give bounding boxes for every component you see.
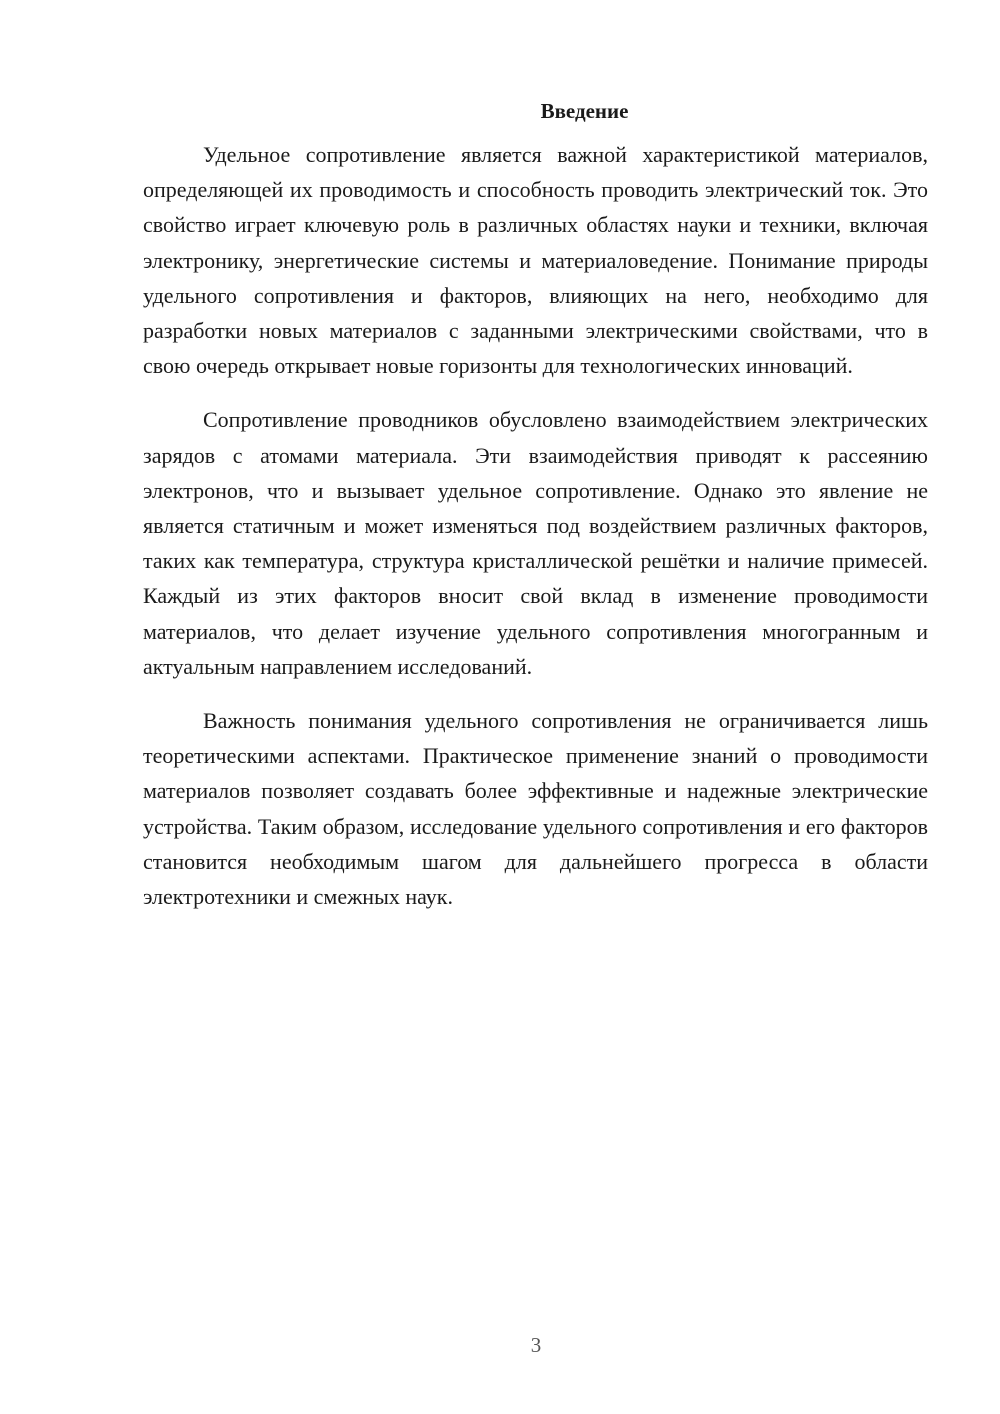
paragraph-2: Сопротивление проводников обусловлено взаимодействием электрических зарядов с атомами материала. Эти взаимодействия приводят к рассеянию электронов, что и вызывает удельное сопротивление. Однако это явление не является статичным и может изменяться под воздействием различных факторов, таких как температура, структура кристаллической решётки и наличие примесей. Каждый из этих факторов вносит свой вклад в изменение проводимости материалов, что делает изучение удельного сопротивления многогранным и актуальным направлением исследований. — [143, 407, 928, 679]
paragraph-1: Удельное сопротивление является важной характеристикой материалов, определяющей их проводимость и способность проводить электрический ток. Это свойство играет ключевую роль в различных областях науки и техники, включая электронику, энергетические системы и материаловедение. Понимание природы удельного сопротивления и факторов, влияющих на него, необходимо для разработки новых материалов с заданными электрическими свойствами, что в свою очередь открывает новые горизонты для технологических инноваций. — [143, 142, 928, 379]
paragraph-3: Важность понимания удельного сопротивления не ограничивается лишь теоретическими аспектами. Практическое применение знаний о проводимости материалов позволяет создавать более эффективные и надежные электрические устройства. Таким образом, исследование удельного сопротивления и его факторов становится необходимым шагом для дальнейшего прогресса в области электротехники и смежных наук. — [143, 708, 928, 910]
document-body — [143, 93, 928, 933]
page-number: 3 — [530, 1333, 542, 1357]
page-title: Введение — [540, 99, 629, 123]
